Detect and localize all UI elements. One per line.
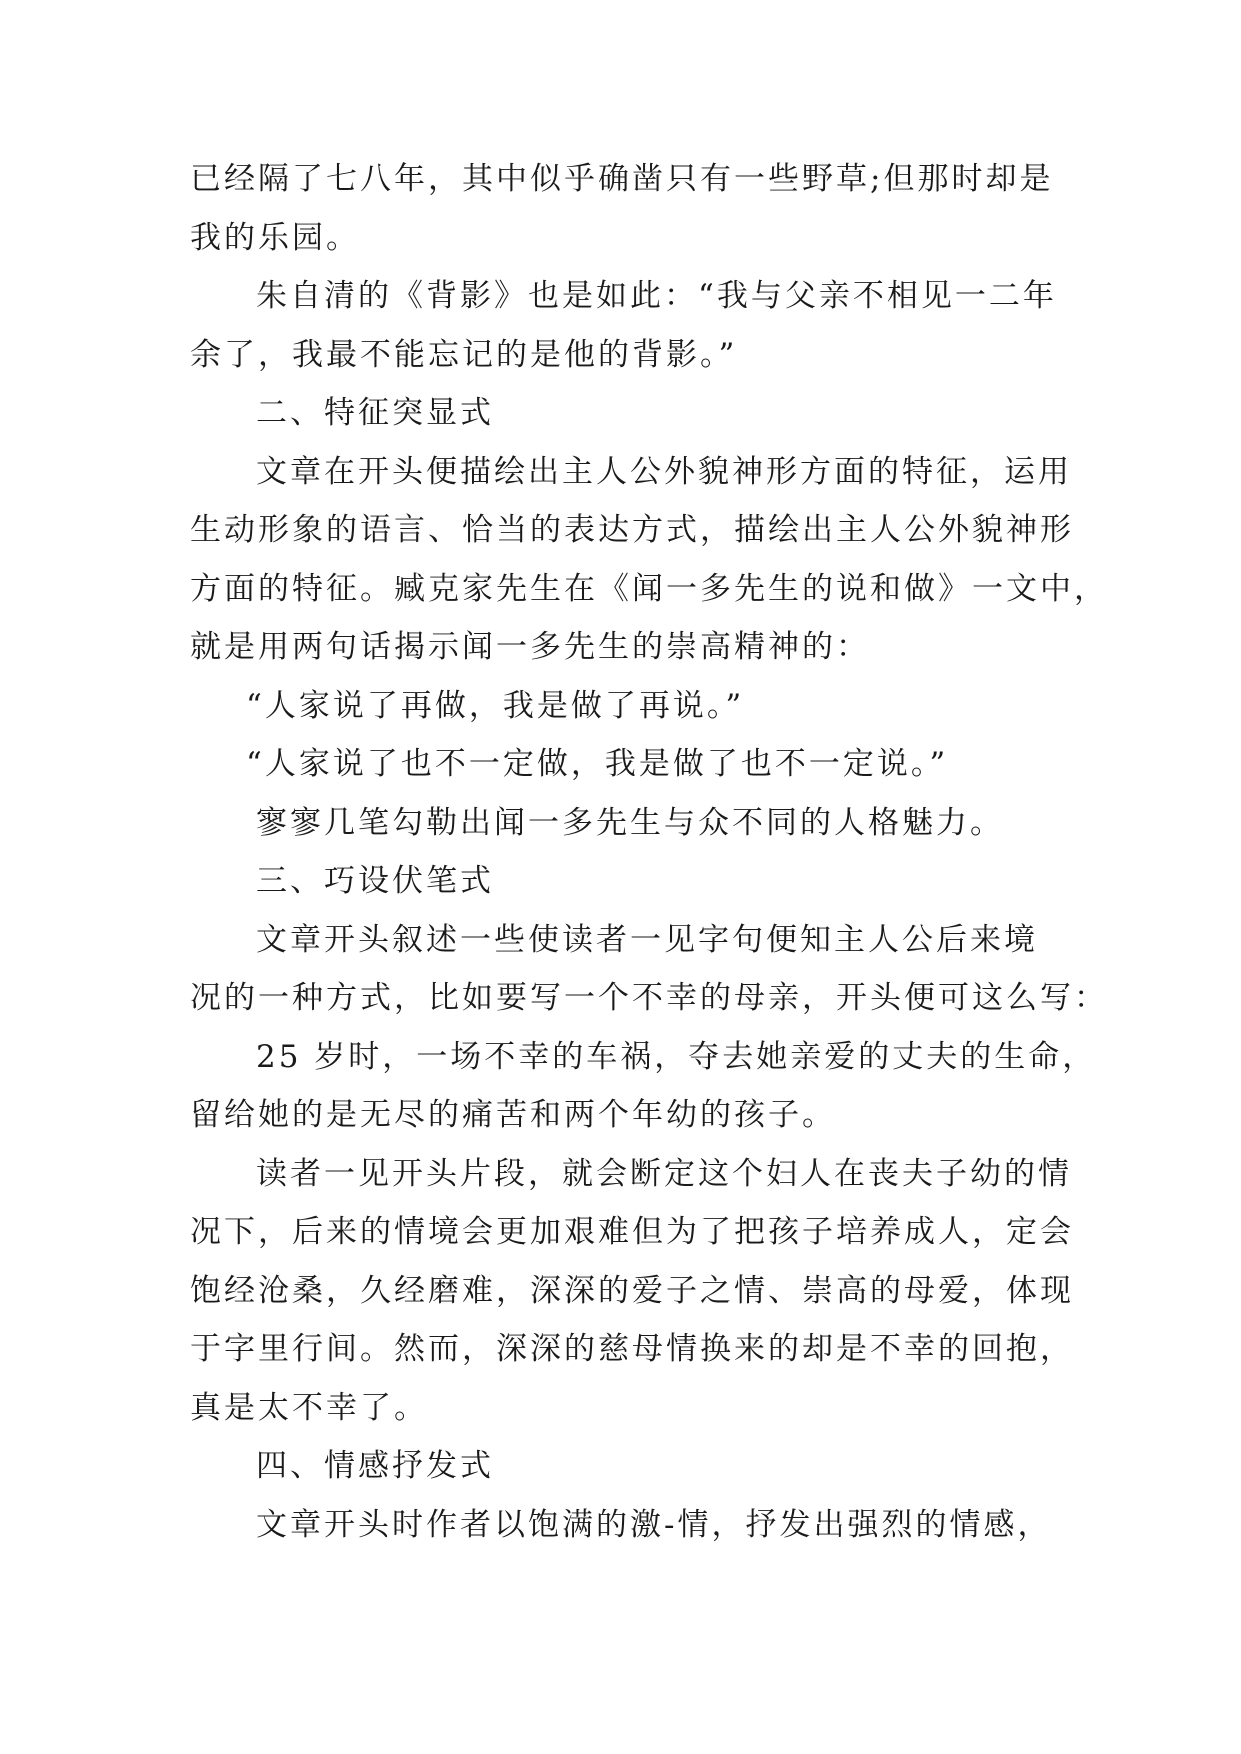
text-line-wrapped: 余了，我最不能忘记的是他的背影。” <box>190 336 738 373</box>
text-line: 我的乐园。 <box>190 219 360 256</box>
text-line-wrapped: 留给她的是无尽的痛苦和两个年幼的孩子。 <box>190 1097 836 1133</box>
section-heading <box>190 1437 1050 1496</box>
section-heading-text: 三、巧设伏笔式 <box>256 863 494 899</box>
quote-paragraph <box>190 677 1050 736</box>
section-heading-text: 二、特征突显式 <box>256 395 494 431</box>
document-body <box>190 150 1108 1554</box>
section-heading <box>190 384 1050 443</box>
text-line: 文章开头时作者以饱满的激-情，抒发出强烈的情感， <box>256 1506 1052 1543</box>
paragraph <box>190 794 1050 853</box>
text-line-wrapped: 生动形象的语言、恰当的表达方式，描绘出主人公外貌神形 <box>190 512 1074 548</box>
text-line: 文章开头叙述一些使读者一见字句便知主人公后来境 <box>256 921 1038 958</box>
text-line-wrapped: 况下，后来的情境会更加艰难但为了把孩子培养成人，定会 <box>190 1214 1074 1250</box>
text-line: 读者一见开头片段，就会断定这个妇人在丧夫子幼的情 <box>256 1155 1072 1192</box>
quote-paragraph <box>190 735 1050 794</box>
paragraph <box>190 1496 1050 1555</box>
paragraph <box>190 267 1057 384</box>
text-line-wrapped: 况的一种方式，比如要写一个不幸的母亲，开头便可这么写： <box>190 980 1108 1016</box>
paragraph-continuation <box>190 150 1054 267</box>
paragraph <box>190 443 1108 677</box>
text-line-wrapped: 饱经沧桑，久经磨难，深深的爱子之情、崇高的母爱，体现 <box>190 1272 1074 1309</box>
text-line: 已经隔了七八年，其中似乎确凿只有一些野草;但那时却是 <box>190 161 1054 197</box>
quote-text: “人家说了再做，我是做了再说。” <box>246 687 745 724</box>
section-heading-text: 四、情感抒发式 <box>256 1448 494 1484</box>
text-line: 寥寥几笔勾勒出闻一多先生与众不同的人格魅力。 <box>256 804 1004 841</box>
quote-text: “人家说了也不一定做，我是做了也不一定说。” <box>246 746 949 782</box>
text-line: 25 岁时，一场不幸的车祸，夺去她亲爱的丈夫的生命， <box>256 1038 1097 1075</box>
text-line-wrapped: 就是用两句话揭示闻一多先生的崇高精神的： <box>190 629 870 665</box>
text-line: 文章在开头便描绘出主人公外貌神形方面的特征，运用 <box>256 453 1072 490</box>
text-line: 朱自清的《背影》也是如此：“我与父亲不相见一二年 <box>256 278 1057 314</box>
paragraph <box>190 911 1108 1028</box>
paragraph <box>190 1145 1074 1438</box>
section-heading <box>190 852 1050 911</box>
text-line-wrapped: 于字里行间。然而，深深的慈母情换来的却是不幸的回抱， <box>190 1331 1074 1367</box>
paragraph <box>190 1028 1097 1145</box>
text-line-wrapped: 真是太不幸了。 <box>190 1389 428 1426</box>
text-line-wrapped: 方面的特征。臧克家先生在《闻一多先生的说和做》一文中， <box>190 570 1108 607</box>
